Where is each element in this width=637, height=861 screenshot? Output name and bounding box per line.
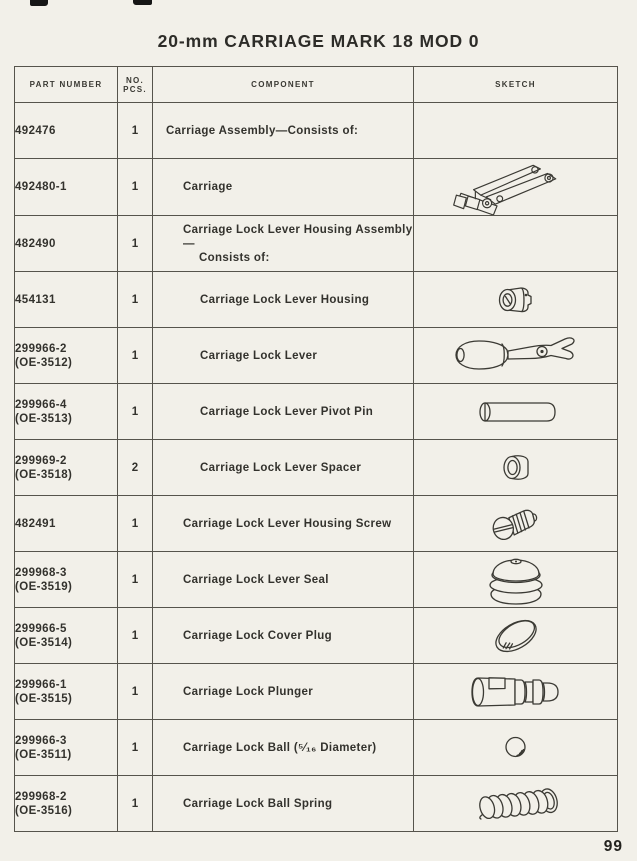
- component-name: Carriage Lock Lever Spacer: [153, 440, 414, 496]
- part-number: 299966-3 (OE-3511): [15, 720, 118, 776]
- part-number: 299968-2 (OE-3516): [15, 776, 118, 832]
- part-number: 299968-3 (OE-3519): [15, 552, 118, 608]
- cover-plug-sketch: [489, 612, 543, 660]
- column-header-sketch: SKETCH: [414, 67, 618, 103]
- part-number: 482491: [15, 496, 118, 552]
- column-header-component: COMPONENT: [153, 67, 414, 103]
- table-row: [15, 328, 618, 384]
- table-row: [15, 440, 618, 496]
- pcs-count: 1: [118, 552, 153, 608]
- table-row: [15, 384, 618, 440]
- part-number: 299966-1 (OE-3515): [15, 664, 118, 720]
- component-name: Carriage: [153, 159, 414, 216]
- page-title: 20-mm CARRIAGE MARK 18 MOD 0: [157, 31, 480, 51]
- pcs-count: 1: [118, 103, 153, 159]
- table-header-row: [15, 67, 618, 103]
- component-name: Carriage Lock Lever: [153, 328, 414, 384]
- scan-artifact-mark: [30, 0, 48, 6]
- sketch-cell: [414, 552, 618, 608]
- table-row: [15, 159, 618, 216]
- table-row: [15, 720, 618, 776]
- parts-table: [14, 66, 618, 832]
- table-row: [15, 496, 618, 552]
- spacer-ring-sketch: [499, 452, 533, 483]
- part-number: 299966-5 (OE-3514): [15, 608, 118, 664]
- component-name: Carriage Lock Plunger: [153, 664, 414, 720]
- table-row: [15, 103, 618, 159]
- component-name: Carriage Lock Lever Housing: [153, 272, 414, 328]
- sketch-cell-empty: [414, 103, 618, 159]
- sketch-cell: [414, 608, 618, 664]
- component-name: Carriage Lock Lever Seal: [153, 552, 414, 608]
- sketch-cell: [414, 440, 618, 496]
- table-row: [15, 664, 618, 720]
- pcs-count: 2: [118, 440, 153, 496]
- pcs-count: 1: [118, 608, 153, 664]
- part-number: 492480-1: [15, 159, 118, 216]
- pcs-count: 1: [118, 328, 153, 384]
- carriage-sketch: [441, 159, 591, 215]
- sketch-cell: [414, 720, 618, 776]
- table-row: [15, 272, 618, 328]
- table-row: [15, 776, 618, 832]
- pcs-count: 1: [118, 720, 153, 776]
- scan-artifact-mark: [133, 0, 152, 5]
- housing-screw-sketch: [489, 502, 543, 546]
- part-number: 492476: [15, 103, 118, 159]
- pcs-count: 1: [118, 159, 153, 216]
- part-number: 299966-4 (OE-3513): [15, 384, 118, 440]
- component-name: Carriage Assembly—Consists of:: [153, 103, 414, 159]
- ball-sketch: [504, 736, 528, 760]
- plunger-sketch: [465, 672, 567, 712]
- sketch-cell: [414, 664, 618, 720]
- pivot-pin-sketch: [473, 399, 559, 425]
- sketch-cell: [414, 384, 618, 440]
- table-row: [15, 216, 618, 272]
- sketch-cell-empty: [414, 216, 618, 272]
- sketch-cell: [414, 159, 618, 216]
- lock-lever-sketch: [450, 335, 582, 377]
- pcs-count: 1: [118, 664, 153, 720]
- pcs-count: 1: [118, 272, 153, 328]
- part-number: 299966-2 (OE-3512): [15, 328, 118, 384]
- column-header-pcs: NO. PCS.: [118, 67, 153, 103]
- pcs-count: 1: [118, 496, 153, 552]
- component-name: Carriage Lock Ball (⁵⁄₁₆ Diameter): [153, 720, 414, 776]
- part-number: 299969-2 (OE-3518): [15, 440, 118, 496]
- column-header-part-number: PART NUMBER: [15, 67, 118, 103]
- sketch-cell: [414, 776, 618, 832]
- component-name: Carriage Lock Ball Spring: [153, 776, 414, 832]
- page-number: 99: [603, 838, 623, 855]
- table-row: [15, 552, 618, 608]
- lock-lever-housing-sketch: [497, 284, 535, 316]
- component-name: Carriage Lock Cover Plug: [153, 608, 414, 664]
- pcs-count: 1: [118, 776, 153, 832]
- table-row: [15, 608, 618, 664]
- part-number: 482490: [15, 216, 118, 272]
- sketch-cell: [414, 272, 618, 328]
- sketch-cell: [414, 496, 618, 552]
- pcs-count: 1: [118, 216, 153, 272]
- pcs-count: 1: [118, 384, 153, 440]
- lever-seal-sketch: [484, 554, 548, 606]
- component-name: Carriage Lock Lever Housing Assembly— Consists of:: [153, 216, 414, 272]
- component-name: Carriage Lock Lever Pivot Pin: [153, 384, 414, 440]
- part-number: 454131: [15, 272, 118, 328]
- component-name: Carriage Lock Lever Housing Screw: [153, 496, 414, 552]
- ball-spring-sketch: [471, 787, 561, 821]
- sketch-cell: [414, 328, 618, 384]
